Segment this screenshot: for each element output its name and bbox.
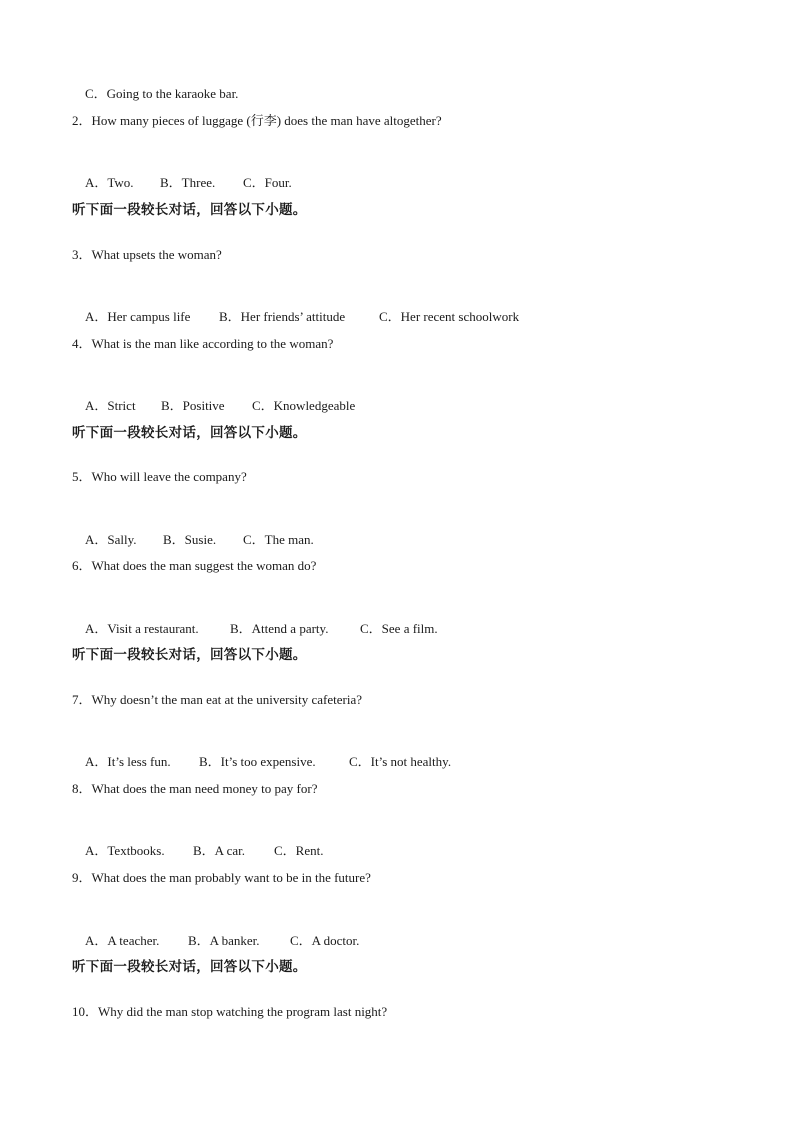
option-c: C．Her recent schoolwork: [379, 309, 520, 324]
section-heading: 听下面一段较长对话，回答以下小题。: [72, 959, 307, 975]
option-a: A．Strict: [85, 398, 136, 413]
option-a: A．Two.: [85, 175, 134, 190]
option-a: A．Her campus life: [85, 309, 191, 324]
option-c: C．A doctor.: [290, 933, 360, 948]
option-a: A．Sally.: [85, 532, 137, 547]
option-b: B．Her friends’ attitude: [219, 309, 346, 324]
option-c: C．Rent.: [274, 843, 324, 858]
section-heading: 听下面一段较长对话，回答以下小题。: [72, 647, 307, 663]
option-a: A．Visit a restaurant.: [85, 621, 199, 636]
section-heading: 听下面一段较长对话，回答以下小题。: [72, 202, 307, 218]
option-c: C．It’s not healthy.: [349, 754, 452, 769]
option-b: B．Attend a party.: [230, 621, 329, 636]
option-b: B．A car.: [193, 843, 245, 858]
question-5: 5．Who will leave the company?: [72, 469, 247, 484]
question-6: 6．What does the man suggest the woman do?: [72, 558, 317, 573]
section-heading: 听下面一段较长对话，回答以下小题。: [72, 425, 307, 441]
option-b: B．A banker.: [188, 933, 260, 948]
question-2: 2．How many pieces of luggage (行李) does the man have altogether?: [72, 113, 442, 128]
question-3: 3．What upsets the woman?: [72, 247, 222, 262]
option-a: A．It’s less fun.: [85, 754, 171, 769]
option-c: C．Knowledgeable: [252, 398, 356, 413]
option-c: C．See a film.: [360, 621, 438, 636]
option-a: A．A teacher.: [85, 933, 160, 948]
option-c: C．Going to the karaoke bar.: [85, 86, 239, 101]
question-8: 8．What does the man need money to pay for?: [72, 781, 318, 796]
option-a: A．Textbooks.: [85, 843, 165, 858]
question-7: 7．Why doesn’t the man eat at the university cafeteria?: [72, 692, 362, 707]
option-b: B．Susie.: [163, 532, 217, 547]
question-10: 10．Why did the man stop watching the program last night?: [72, 1004, 388, 1019]
option-b: B．Three.: [160, 175, 216, 190]
option-b: B．It’s too expensive.: [199, 754, 316, 769]
option-c: C．The man.: [243, 532, 314, 547]
option-b: B．Positive: [161, 398, 225, 413]
question-4: 4．What is the man like according to the woman?: [72, 336, 334, 351]
question-9: 9．What does the man probably want to be in the future?: [72, 870, 371, 885]
option-c: C．Four.: [243, 175, 292, 190]
